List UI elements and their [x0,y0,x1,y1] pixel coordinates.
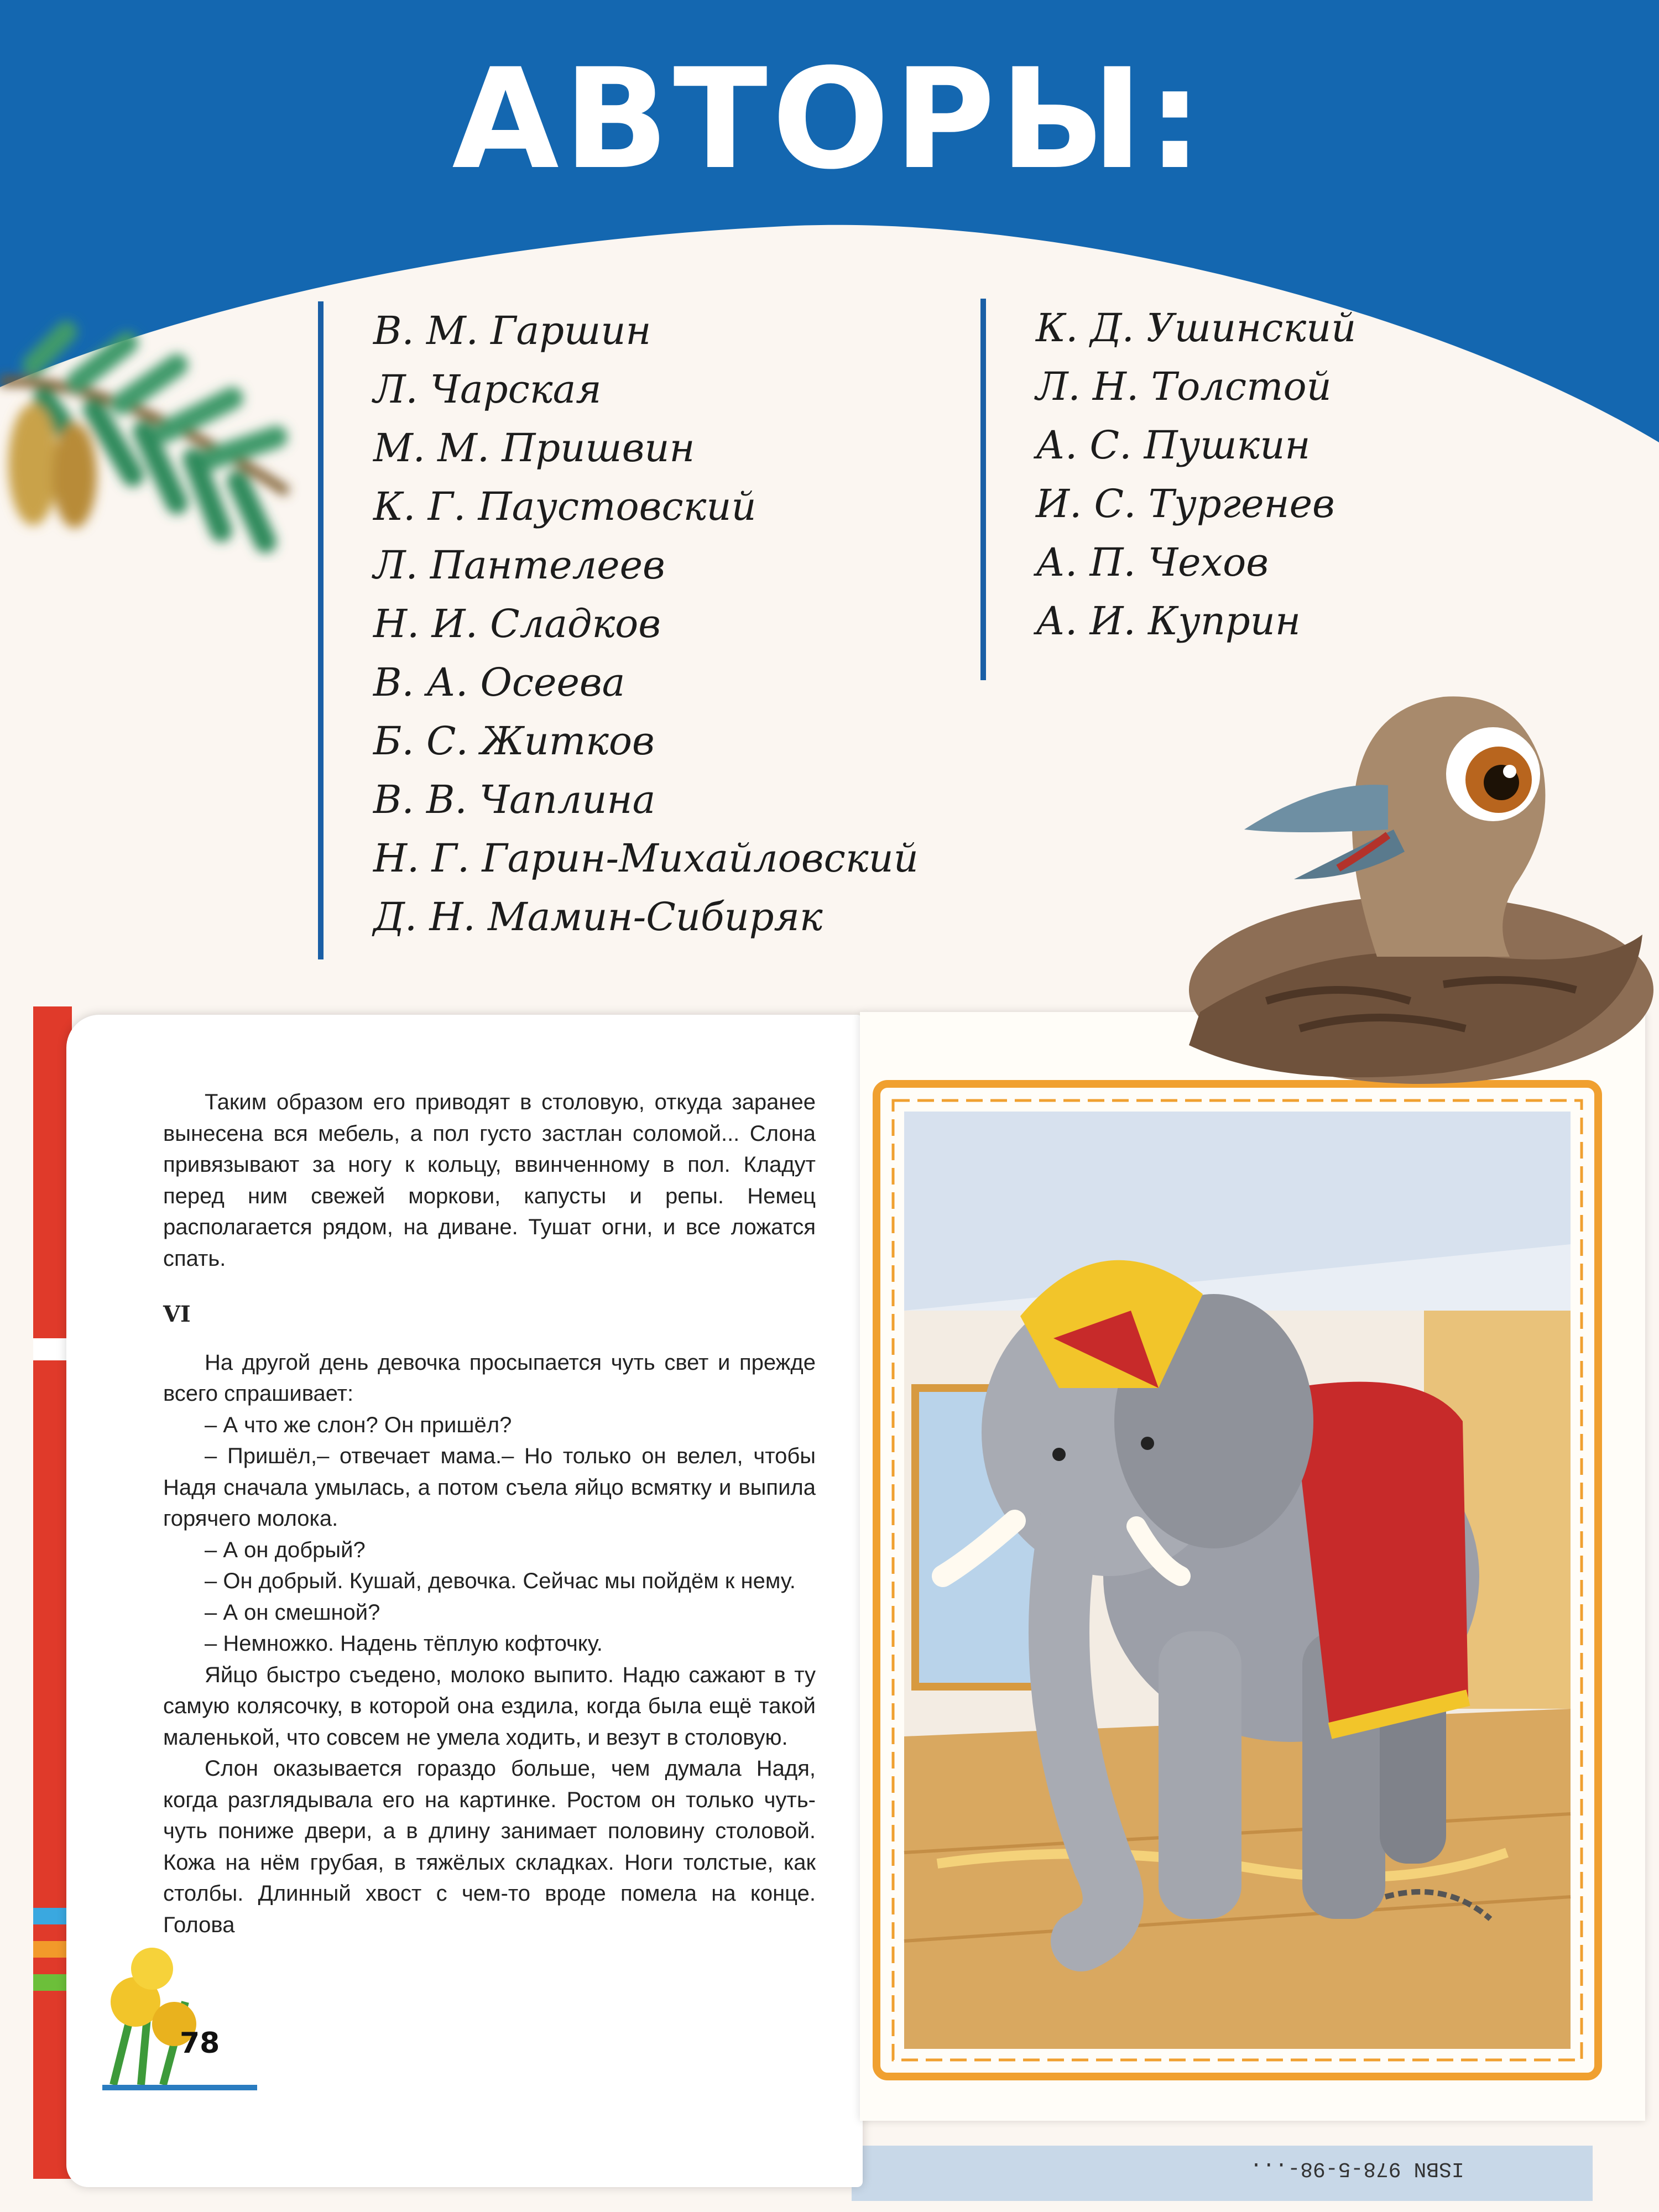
author-name: А. С. Пушкин [1036,422,1311,468]
author-name: В. А. Осеева [373,660,625,705]
book-text [163,1087,816,1940]
author-name: А. П. Чехов [1036,540,1269,585]
author-name: Л. Н. Толстой [1036,364,1332,409]
book-paragraph: Слон оказывается гораздо больше, чем думала Надя, когда разглядывала его на картинке. Ростом он только чуть-чуть пониже двери, а в длину занимает половину столовой. Кожа на нём грубая, в тяжёлых складках. Ноги толстые, как столбы. Длинный хвост с чем-то вроде помела на конце. Голова [163,1756,816,1937]
author-name: М. М. Пришвин [373,425,695,471]
elephant-illustration [871,1078,1604,2082]
author-name: Н. И. Сладков [373,601,661,646]
chapter-heading: VI [163,1301,191,1327]
duck-illustration [1156,647,1659,1095]
author-name: К. Г. Паустовский [373,484,757,529]
book-paragraph: Таким образом его приводят в столовую, откуда заранее вынесена вся мебель, а пол густо застлан соломой... Слона привязывают за ногу к кольцу, ввинченному в пол. Кладут перед ним свежей моркови, капусты и репы. Немец располагается рядом, на диване. Тушат огни, и все ложатся спать. [163,1090,816,1271]
fir-branch-icon [0,310,310,570]
author-name: Б. С. Житков [373,718,655,764]
page-title: АВТОРЫ: [452,39,1207,200]
author-name: К. Д. Ушинский [1036,305,1357,351]
dialogue-line: – Пришёл,– отвечает мама.– Но только он велел, чтобы Надя сначала умылась, а потом съела яйцо всмятку и выпила горячего молока. [163,1444,816,1531]
author-name: В. М. Гаршин [373,308,651,353]
authors-list-left [318,301,987,959]
author-name: Л. Чарская [373,367,602,412]
page-number: 78 [180,2027,220,2060]
author-name: А. И. Куприн [1036,598,1301,644]
author-name: И. С. Тургенев [1036,481,1335,526]
book-paragraph: Яйцо быстро съедено, молоко выпито. Надю сажают в ту самую колясочку, в которой она ездила, когда была ещё такой маленькой, что совсем не умела ходить, и везут в столовую. [163,1662,816,1750]
author-name: В. В. Чаплина [373,777,656,822]
yellow-flowers-icon [91,1930,257,2096]
authors-list-right [980,299,1484,680]
barcode-text: ISBN 978-5-98-... [1250,2157,1464,2180]
dialogue-line: – А что же слон? Он пришёл? [205,1412,512,1437]
book-paragraph: На другой день девочка просыпается чуть свет и прежде всего спрашивает: [163,1350,816,1406]
dialogue-line: – А он добрый? [205,1537,366,1562]
dialogue-line: – Немножко. Надень тёплую кофточку. [205,1631,603,1656]
author-name: Н. Г. Гарин-Михайловский [373,836,919,881]
dialogue-line: – Он добрый. Кушай, девочка. Сейчас мы пойдём к нему. [205,1569,796,1593]
author-name: Л. Пантелеев [373,542,665,588]
author-name: Д. Н. Мамин-Сибиряк [373,894,823,940]
dialogue-line: – А он смешной? [205,1600,380,1625]
